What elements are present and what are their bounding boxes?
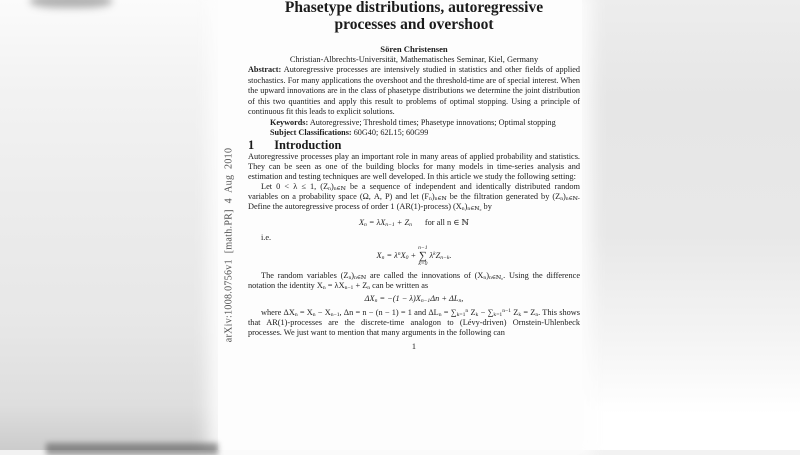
subject-classifications-text: 60G40; 62L15; 60G99 <box>353 128 429 138</box>
equation-sum-rhs: $\lambda^kZ_{n-k}$. <box>429 250 452 262</box>
keywords-label: Keywords: <box>270 117 309 127</box>
sigma-symbol: ∑ <box>418 249 427 262</box>
keywords-block <box>248 118 580 128</box>
ie-text: i.e. <box>261 232 272 242</box>
author-name: Sören Christensen <box>380 44 448 54</box>
abstract-block <box>248 65 580 118</box>
sum-upper-limit: n−1 <box>418 244 428 251</box>
paper-title-line1: Phasetype distributions, autoregressive <box>284 0 544 16</box>
equation-delta: $\Delta X_n = -(1 - \lambda)X_{n-1}\Delta n + \Delta L_n$, <box>364 293 464 305</box>
abstract-text: Autoregressive processes are intensively studied in statistics and other fields of applied stochastics. For many applications the overshoot and the threshold-time are of special interest. When the upward innovations are in the class of phasetype distributions we determine the joint distribution of this two quantities and apply this result to problems of optimal stopping. Using a principle of continuous fit this leads to explicit solutions. <box>248 65 580 117</box>
intro-paragraph-4: where $\Delta X_n = X_n - X_{n-1}$, Δn = n − (n − 1) = 1 and $\Delta L_n = \sum_{k=1}^n$ $Z_k - \sum_{k=1}^{n-1}$ $Z_k = Z_n$. This shows that AR(1)-processes are the discrete-time analogon to (Lévy-driven) Ornstein-Uhlenbeck processes. We just want to mention that many arguments in the following can <box>248 307 581 337</box>
equation-innovation-sum <box>248 245 580 267</box>
intro-paragraph-3: The random variables $(Z_n)_{n\in ℕ}$ are called the innovations of $(X_n)_{n\in ℕ_0}$. Using the difference notation the identity $X_n = \lambda X_{n-1} + Z_n$ can be written as <box>248 270 581 292</box>
backdrop-right <box>578 0 800 450</box>
equation-ar1-math: $X_n = \lambda X_{n-1} + Z_n$ <box>358 217 412 229</box>
sum-operator <box>418 245 427 267</box>
section-title: Introduction <box>274 137 342 152</box>
sum-lower-limit: k=0 <box>418 260 428 267</box>
equation-ar1-condition: for all n ∈ ℕ <box>424 217 470 227</box>
backdrop-smudge-bottom <box>46 443 218 455</box>
backdrop-left <box>0 0 224 450</box>
subject-classifications-label: Subject Classifications: <box>270 128 352 138</box>
intro-paragraph-2: Let 0 < λ ≤ 1, $(Z_n)_{n\in ℕ}$ be a sequence of independent and identically distributed random variables on a probability space (Ω, A, P) and let $(F_n)_{n\in ℕ}$ be the filtration generated by $(Z_n)_{n\in ℕ}$. Define the autoregressive process of order 1 (AR(1)-process) $(X_n)_{n\in ℕ_0}$ by <box>248 181 580 213</box>
paper-title <box>248 0 580 33</box>
abstract-label: Abstract: <box>248 65 282 74</box>
arxiv-stamp: arXiv:1008.0756v1 [math.PR] 4 Aug 2010 <box>223 147 235 343</box>
paper-content <box>248 0 580 352</box>
intro-paragraph-1: Autoregressive processes play an important role in many areas of applied probability and statistics. They can be seen as one of the building blocks for many models in time-series analysis and estimation and testing techniques are well developed. In this article we study the following setting: <box>248 151 580 181</box>
equation-sum-lhs: $X_n = \lambda^nX_0$ + <box>376 250 417 262</box>
equation-ar1 <box>248 218 580 228</box>
section-heading-introduction <box>248 139 580 152</box>
author-affiliation: Christian-Albrechts-Universität, Mathematisches Seminar, Kiel, Germany <box>289 55 539 64</box>
section-number: 1 <box>248 137 255 152</box>
paper-title-line2: processes and overshoot <box>334 15 494 33</box>
page-number: 1 <box>411 341 417 351</box>
keywords-text: Autoregressive; Threshold times; Phasetype innovations; Optimal stopping <box>309 117 556 127</box>
